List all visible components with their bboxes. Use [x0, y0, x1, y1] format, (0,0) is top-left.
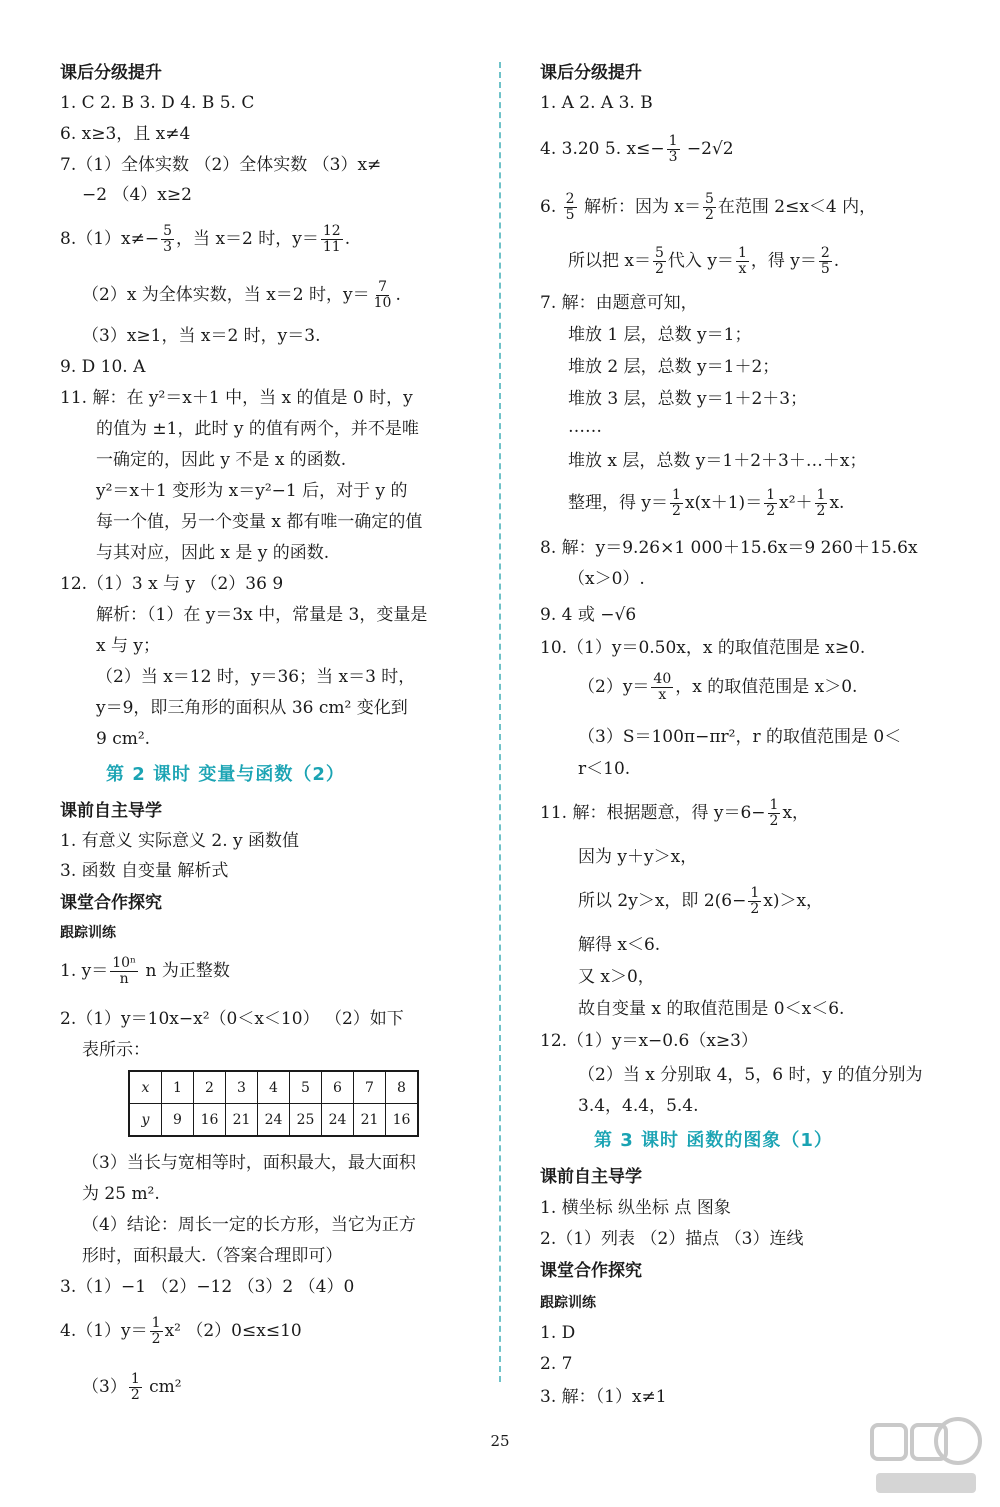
answer-line: （2）y＝ $\frac{40}{x}$ ，x 的取值范围是 x＞0. — [578, 671, 858, 703]
table-cell: 9 — [162, 1104, 194, 1137]
answer-line: （4）结论：周长一定的长方形，当它为正方 — [82, 1215, 416, 1235]
answer-line: 2.（1）列表 （2）描点 （3）连线 — [540, 1229, 804, 1249]
page-number: 25 — [490, 1432, 510, 1450]
answer-line: 3. 解：（1）x≠1 — [540, 1387, 667, 1407]
answer-line: 6. x≥3，且 x≠4 — [60, 124, 191, 144]
answer-line: 每一个值，另一个变量 x 都有唯一确定的值 — [96, 512, 423, 532]
answer-line: 10.（1）y＝0.50x，x 的取值范围是 x≥0. — [540, 638, 866, 658]
section-heading: 课前自主导学 — [60, 801, 162, 821]
answer-line: 解得 x＜6. — [578, 935, 661, 955]
section-heading: 课前自主导学 — [540, 1167, 642, 1187]
answer-line: 一确定的，因此 y 不是 x 的函数. — [96, 450, 347, 470]
answer-line: 8. 解：y＝9.26×1 000＋15.6x＝9 260＋15.6x — [540, 538, 918, 558]
answer-line: 又 x＞0， — [578, 967, 655, 987]
answer-line: 2. 7 — [540, 1354, 573, 1374]
answer-line: 1. D — [540, 1323, 576, 1343]
table-cell: 21 — [226, 1104, 258, 1137]
answer-line: 1. y＝ $\frac{\text{10ⁿ}}{n}$ n 为正整数 — [60, 955, 230, 987]
table-cell: 8 — [386, 1071, 419, 1104]
answer-line: 6. $\frac{2}{5}$ 解析：因为 x＝ $\frac{5}{2}$ 在范围 2≤x＜4 内， — [540, 191, 877, 223]
table-cell: 21 — [354, 1104, 386, 1137]
answer-line: 堆放 x 层，总数 y＝1＋2＋3＋…＋x； — [568, 451, 867, 471]
answer-line: 11. 解：在 y²＝x＋1 中，当 x 的值是 0 时，y — [60, 388, 413, 408]
answer-line: 表所示： — [82, 1040, 150, 1060]
answer-line: 故自变量 x 的取值范围是 0＜x＜6. — [578, 999, 845, 1019]
answer-line: 4.（1）y＝ $\frac{1}{2}$ x² （2）0≤x≤10 — [60, 1315, 302, 1347]
table-cell: 16 — [194, 1104, 226, 1137]
answer-line: 11. 解：根据题意，得 y＝6− $\frac{1}{2}$ x， — [540, 797, 810, 829]
answer-line: 所以 2y＞x，即 2(6− $\frac{1}{2}$ x)＞x， — [578, 885, 824, 917]
table-cell: 24 — [322, 1104, 354, 1137]
answer-line: 8.（1）x≠− $\frac{5}{3}$ ，当 x＝2 时，y＝ $\frac{12}{11}$ . — [60, 223, 351, 255]
watermark-logo — [866, 1411, 986, 1501]
answer-line: 3.（1）−1 （2）−12 （3）2 （4）0 — [60, 1277, 355, 1297]
answer-line: （3）S＝100π−πr²，r 的取值范围是 0＜ — [578, 727, 902, 747]
answer-line: 9. 4 或 −√6 — [540, 605, 637, 625]
answer-line: 7.（1）全体实数 （2）全体实数 （3）x≠ — [60, 155, 382, 175]
answer-line: 解析：（1）在 y＝3x 中，常量是 3，变量是 — [96, 605, 428, 625]
answer-line: 所以把 x＝ $\frac{5}{2}$ 代入 y＝ $\frac{1}{x}$ ，得 y＝ $\frac{2}{5}$ . — [568, 245, 840, 277]
sub-heading: 跟踪训练 — [60, 925, 116, 941]
answer-line: y²＝x＋1 变形为 x＝y²−1 后，对于 y 的 — [96, 481, 408, 501]
answer-line: （3）x≥1，当 x＝2 时，y＝3. — [82, 326, 321, 346]
answer-line: （2）当 x＝12 时，y＝36；当 x＝3 时， — [96, 667, 416, 687]
answer-line: （3）当长与宽相等时，面积最大，最大面积 — [82, 1153, 416, 1173]
section-heading: 课堂合作探究 — [540, 1261, 642, 1281]
answer-line: 的值为 ±1，此时 y 的值有两个，并不是唯 — [96, 419, 419, 439]
answer-line: （x＞0）. — [568, 569, 645, 589]
answer-line: 堆放 3 层，总数 y＝1＋2＋3； — [568, 389, 808, 409]
answer-line: 7. 解：由题意可知， — [540, 293, 698, 313]
answer-line: 1. 有意义 实际意义 2. y 函数值 — [60, 831, 300, 851]
table-cell: 4 — [258, 1071, 290, 1104]
section-heading: 课后分级提升 — [60, 63, 162, 83]
table-cell: 6 — [322, 1071, 354, 1104]
answer-line: 因为 y＋y＞x， — [578, 847, 698, 867]
answer-line: 1. C 2. B 3. D 4. B 5. C — [60, 93, 255, 113]
table-cell: 5 — [290, 1071, 322, 1104]
answer-line: x 与 y； — [96, 636, 160, 656]
column-divider — [499, 62, 501, 1382]
section-heading: 课后分级提升 — [540, 63, 642, 83]
answer-line: y＝9，即三角形的面积从 36 cm² 变化到 — [96, 698, 408, 718]
answer-line: …… — [568, 417, 602, 437]
answer-line: 1. 横坐标 纵坐标 点 图象 — [540, 1198, 731, 1218]
answer-line: 形时，面积最大.（答案合理即可） — [82, 1246, 343, 1266]
answer-line: 3.4，4.4，5.4. — [578, 1096, 699, 1116]
table-cell: 24 — [258, 1104, 290, 1137]
table-cell: x — [129, 1071, 162, 1104]
answer-line: 4. 3.20 5. x≤− $\frac{1}{3}$ −2√2 — [540, 133, 734, 165]
lesson-title: 第 2 课时 变量与函数（2） — [106, 764, 345, 785]
answer-line: （2）x 为全体实数，当 x＝2 时，y＝ $\frac{7}{10}$ . — [82, 279, 401, 311]
table-cell: 1 — [162, 1071, 194, 1104]
table-cell: 3 — [226, 1071, 258, 1104]
answer-line: 9 cm². — [96, 729, 151, 749]
answer-line: 1. A 2. A 3. B — [540, 93, 653, 113]
value-table — [128, 1070, 419, 1137]
answer-line: 9. D 10. A — [60, 357, 146, 377]
answer-line: 2.（1）y＝10x−x²（0＜x＜10） （2）如下 — [60, 1009, 404, 1029]
answer-line: 3. 函数 自变量 解析式 — [60, 861, 229, 881]
answer-line: r＜10. — [578, 759, 631, 779]
section-heading: 课堂合作探究 — [60, 893, 162, 913]
answer-line: 为 25 m². — [82, 1184, 160, 1204]
sub-heading: 跟踪训练 — [540, 1295, 596, 1311]
table-cell: 7 — [354, 1071, 386, 1104]
answer-line: 堆放 1 层，总数 y＝1； — [568, 325, 752, 345]
answer-line: （2）当 x 分别取 4，5，6 时，y 的值分别为 — [578, 1065, 923, 1085]
answer-line: 堆放 2 层，总数 y＝1＋2； — [568, 357, 780, 377]
answer-line: 整理，得 y＝ $\frac{1}{2}$ x(x＋1)＝ $\frac{1}{2}$ x²＋ $\frac{1}{2}$ x. — [568, 487, 845, 519]
answer-line: −2 （4）x≥2 — [82, 185, 192, 205]
table-row — [129, 1071, 418, 1104]
table-cell: 25 — [290, 1104, 322, 1137]
answer-line: 12.（1）y＝x−0.6（x≥3） — [540, 1031, 758, 1051]
answer-line: （3） $\frac{1}{2}$ cm² — [82, 1371, 182, 1403]
lesson-title: 第 3 课时 函数的图象（1） — [594, 1130, 833, 1151]
answer-line: 与其对应，因此 x 是 y 的函数. — [96, 543, 330, 563]
table-cell: 16 — [386, 1104, 419, 1137]
table-cell: 2 — [194, 1071, 226, 1104]
answer-line: 12.（1）3 x 与 y （2）36 9 — [60, 574, 284, 594]
table-row — [129, 1104, 418, 1137]
table-cell: y — [129, 1104, 162, 1137]
